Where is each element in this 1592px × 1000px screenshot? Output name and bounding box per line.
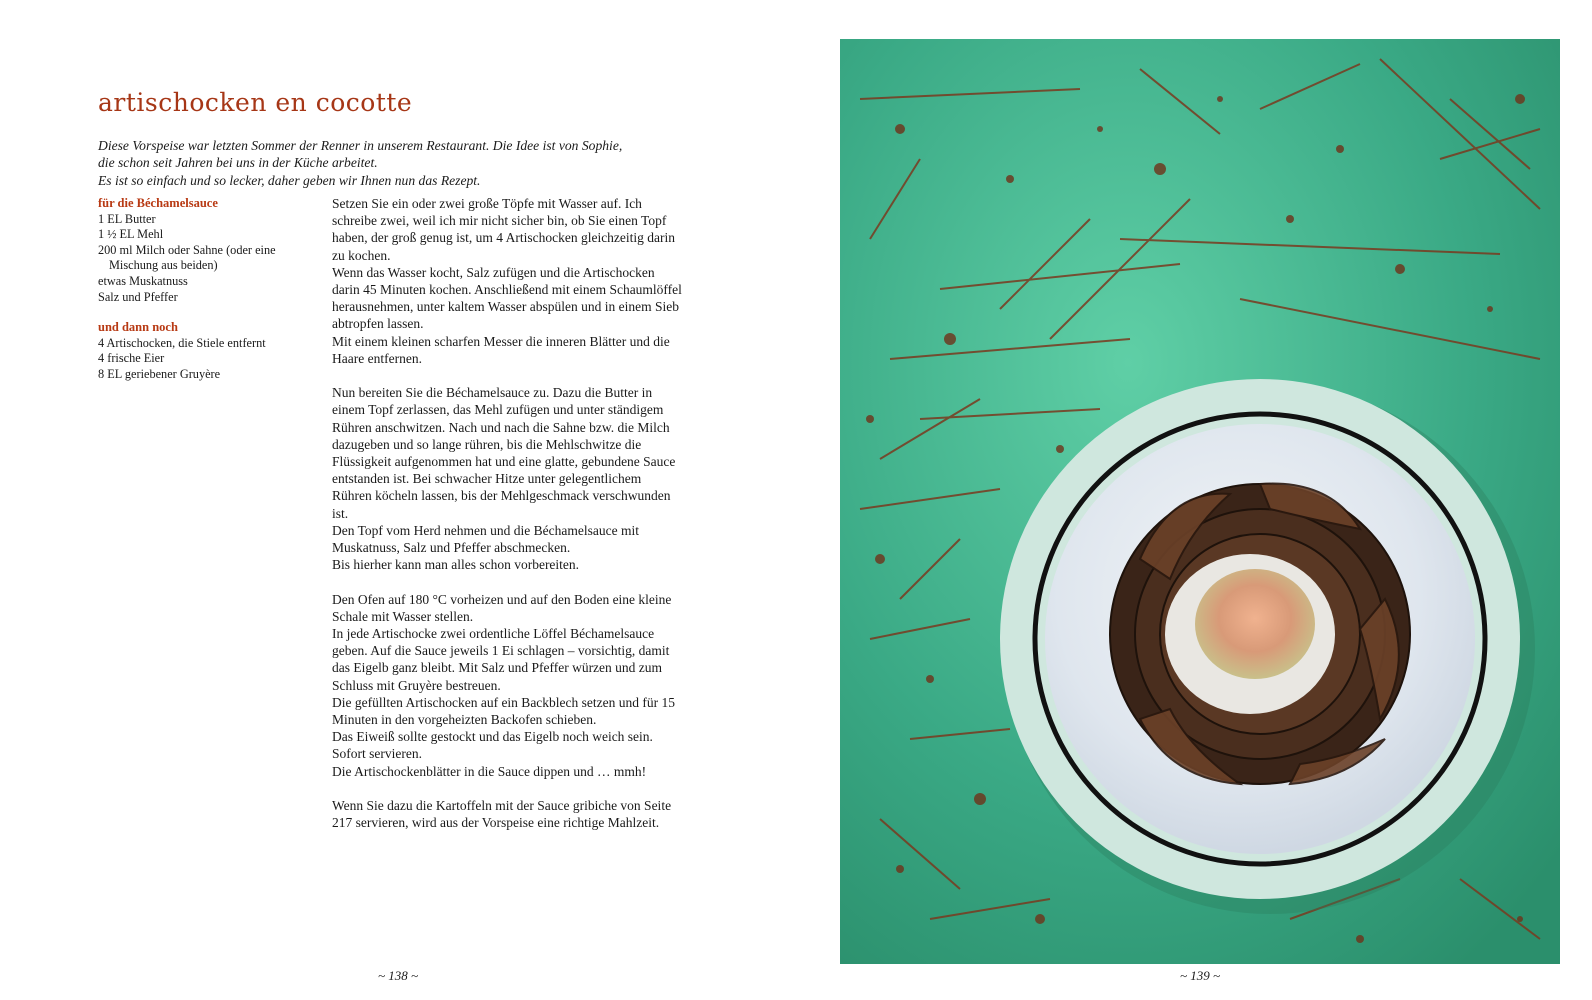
method-sentence: Das Eiweiß sollte gestockt und das Eigelb noch weich sein. [332, 729, 653, 745]
recipe-intro [98, 137, 678, 189]
ingredient-item: Salz und Pfeffer [98, 289, 178, 304]
ingredients-list [98, 196, 313, 383]
method-sentence: Wenn das Wasser kocht, Salz zufügen und die Artischocken darin 45 Minuten kochen. Anschließend mit einem Schaumlöffel herausnehmen, unter kaltem Wasser abspülen und in einem Sieb abtropfen lassen. [332, 264, 682, 332]
method-sentence: Die gefüllten Artischocken auf ein Backblech setzen und für 15 Minuten in den vorgeheizten Backofen schieben. [332, 694, 676, 728]
method-sentence: Nun bereiten Sie die Béchamelsauce zu. Dazu die Butter in einem Topf zerlassen, das Mehl zufügen und unter ständigem Rühren anschwitzen. Nach und nach die Sahne bzw. die Milch dazugeben und so lange rühren, bis die Mehlschwitze die Flüssigkeit aufgenommen hat und eine glatte, gebundene Sauce entstanden ist. Bei schwacher Hitze unter gelegentlichem Rühren köcheln lassen, bis der Mehlgeschmack verschwunden ist. [332, 385, 676, 521]
intro-line: Diese Vorspeise war letzten Sommer der Renner in unserem Restaurant. Die Idee ist von Sophie, [98, 138, 623, 153]
ingredient-item: etwas Muskatnuss [98, 273, 188, 288]
ingredients-heading-bechamel: für die Béchamelsauce [98, 196, 218, 210]
method-sentence: In jede Artischocke zwei ordentliche Löffel Béchamelsauce geben. Auf die Sauce jeweils 1 Ei schlagen – vorsichtig, damit das Eigelb ganz bleibt. Mit Salz und Pfeffer würzen und zum Schluss mit Gruyère bestreuen. [332, 626, 670, 693]
method-paragraph [332, 591, 682, 780]
intro-line: die schon seit Jahren bei uns in der Küche arbeitet. [98, 155, 378, 171]
method-text [332, 195, 682, 849]
method-sentence: Den Topf vom Herd nehmen und die Béchamelsauce mit Muskatnuss, Salz und Pfeffer abschmecken. [332, 522, 639, 556]
page-number-right: ~ 139 ~ [1180, 968, 1221, 983]
ingredient-item: 1 ½ EL Mehl [98, 227, 164, 242]
method-sentence: Setzen Sie ein oder zwei große Töpfe mit Wasser auf. Ich schreibe zwei, weil ich mir nicht sicher bin, ob Sie einen Topf haben, der groß genug ist, um 4 Artischocken gleichzeitig darin zu kochen. [332, 196, 676, 263]
ingredient-item: 4 frische Eier [98, 351, 165, 366]
artichoke-photo [840, 39, 1560, 964]
ingredient-item: 200 ml Milch oder Sahne (oder eine Mischung aus beiden) [98, 242, 276, 273]
method-sentence: Mit einem kleinen scharfen Messer die inneren Blätter und die Haare entfernen. [332, 333, 670, 366]
method-paragraph [332, 384, 682, 573]
ingredient-item: 4 Artischocken, die Stiele entfernt [98, 335, 266, 350]
method-paragraph [332, 797, 682, 831]
method-sentence: Bis hierher kann man alles schon vorbereiten. [332, 557, 580, 573]
ingredient-item: 1 EL Butter [98, 211, 156, 226]
method-sentence: Wenn Sie dazu die Kartoffeln mit der Sauce gribiche von Seite 217 servieren, wird aus der Vorspeise eine richtige Mahlzeit. [332, 798, 672, 831]
ingredient-item: 8 EL geriebener Gruyère [98, 366, 221, 381]
egg-yolk [1195, 569, 1315, 679]
method-sentence: Die Artischockenblätter in die Sauce dippen und … mmh! [332, 763, 647, 779]
recipe-title: artischocken en cocotte [98, 88, 413, 117]
method-paragraph [332, 195, 682, 367]
ingredients-heading-more: und dann noch [98, 320, 178, 335]
method-sentence: Sofort servieren. [332, 746, 422, 762]
page-number-left: ~ 138 ~ [378, 968, 419, 983]
method-sentence: Den Ofen auf 180 °C vorheizen und auf den Boden eine kleine Schale mit Wasser stellen. [332, 591, 672, 624]
intro-line: Es ist so einfach und so lecker, daher geben wir Ihnen nun das Rezept. [98, 172, 481, 188]
